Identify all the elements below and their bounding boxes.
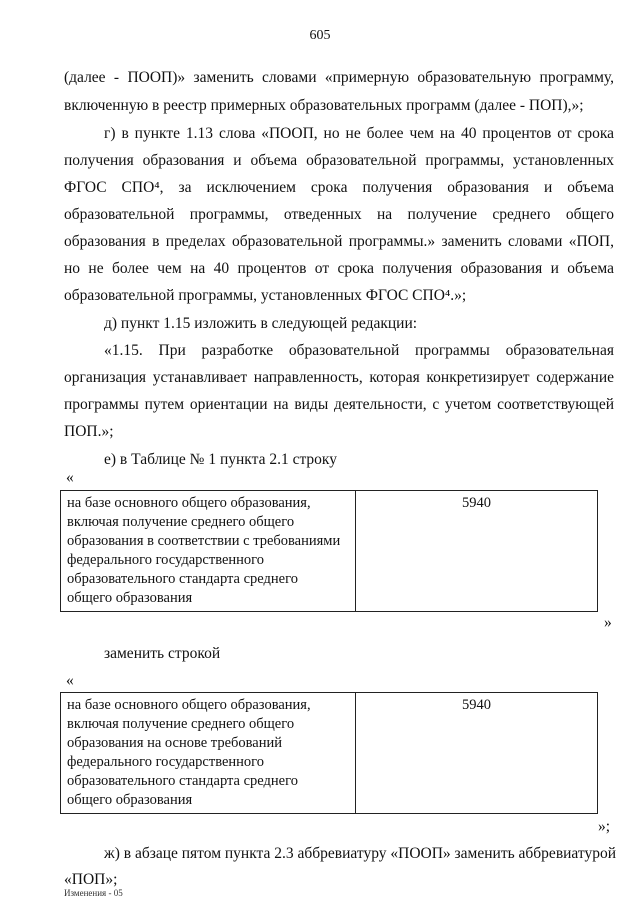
table-cell-description: [61, 693, 356, 814]
text-line: (далее - ПООП)» заменить словами «примерную образовательную программу,: [64, 69, 614, 86]
text-line: образования в пределах образовательной программы.» заменить словами «ПОП,: [64, 233, 614, 250]
table-before: [60, 490, 598, 612]
text-line: программы путем ориентации на виды деятельности, с учетом соответствующей: [64, 396, 614, 413]
cell-line: федерального государственного: [67, 552, 265, 568]
text-line: образовательной программы, отведенных на получение среднего общего: [64, 206, 614, 223]
table-row: [61, 693, 598, 814]
text-line: организация устанавливает направленность, которая конкретизирует содержание: [64, 369, 614, 386]
text-line: ФГОС СПО⁴, за исключением срока получения образования и объема: [64, 179, 614, 196]
text-line: получения образования и объема образовательной программы, установленных: [64, 152, 614, 169]
close-quote: »;: [598, 818, 611, 835]
table-cell-value: 5940: [356, 693, 598, 814]
replace-text: заменить строкой: [104, 645, 221, 662]
open-quote: «: [66, 672, 74, 689]
footer-note: Изменения - 05: [64, 888, 123, 898]
table-row: [61, 491, 598, 612]
text-line: е) в Таблице № 1 пункта 2.1 строку: [104, 451, 337, 468]
cell-line: федерального государственного: [67, 754, 265, 770]
table-after: [60, 692, 598, 814]
table-cell-value: 5940: [356, 491, 598, 612]
text-line: образовательной программы, установленных ФГОС СПО⁴.»;: [64, 287, 467, 304]
text-line: «1.15. При разработке образовательной программы образовательная: [104, 342, 614, 359]
cell-line: включая получение среднего общего: [67, 514, 295, 530]
cell-line: включая получение среднего общего: [67, 716, 295, 732]
table-cell-description: [61, 491, 356, 612]
cell-line: образовательного стандарта среднего: [67, 773, 298, 789]
cell-line: общего образования: [67, 792, 193, 808]
text-line: ж) в абзаце пятом пункта 2.3 аббревиатуру «ПООП» заменить аббревиатурой: [104, 845, 617, 862]
text-line: включенную в реестр примерных образовательных программ (далее - ПОП),»;: [64, 97, 584, 114]
text-line: ПОП.»;: [64, 423, 114, 440]
text-line: «ПОП»;: [64, 871, 118, 888]
page-number: 605: [309, 28, 331, 43]
cell-line: образования на основе требований: [67, 735, 283, 751]
cell-line: на базе основного общего образования,: [67, 495, 311, 511]
cell-line: на базе основного общего образования,: [67, 697, 311, 713]
cell-line: общего образования: [67, 590, 193, 606]
text-line: д) пункт 1.15 изложить в следующей редакции:: [104, 315, 418, 332]
text-line: но не более чем на 40 процентов от срока получения образования и объема: [64, 260, 614, 277]
cell-line: образовательного стандарта среднего: [67, 571, 298, 587]
close-quote: »: [604, 614, 612, 631]
open-quote: «: [66, 469, 74, 486]
cell-line: образования в соответствии с требованиями: [67, 533, 341, 549]
text-line: г) в пункте 1.13 слова «ПООП, но не более чем на 40 процентов от срока: [104, 125, 614, 142]
